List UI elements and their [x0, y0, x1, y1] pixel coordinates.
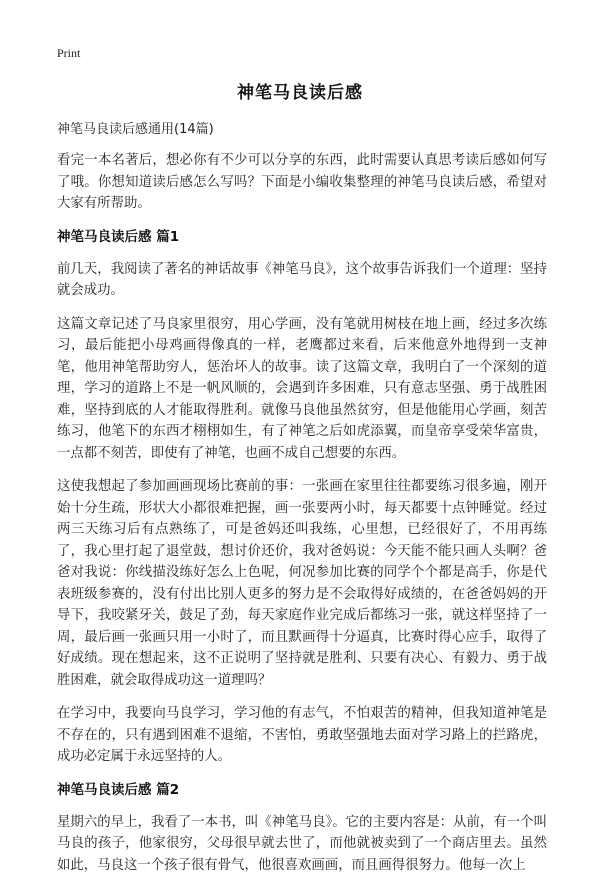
- section-1-paragraph-3: 这使我想起了参加画画现场比赛前的事：一张画在家里往往都要练习很多遍，刚开始十分生疏，形状大小都很难把握，画一张要两小时，每天都要十点钟睡觉。经过两三天练习后有点熟练了，可是爸妈还叫我练，心里想，已经很好了，不用再练了，我心里打起了退堂鼓，想讨价还价，我对爸妈说：今天能不能只画人头啊？爸爸对我说：你线描没练好怎么上色呢，何况参加比赛的同学个个都是高手，你是代表班级参赛的，没有付出比别人更多的努力是不会取得好成绩的，在爸爸妈妈的开导下，我咬紧牙关，鼓足了劲，每天家庭作业完成后都练习一张，就这样坚持了一周，最后画一张画只用一小时了，而且默画得十分逼真，比赛时得心应手，取得了好成绩。现在想起来，这不正说明了坚持就是胜利、只要有决心、有毅力、勇于战胜困难，就会取得成功这一道理吗？: [57, 479, 547, 688]
- page-title: 神笔马良读后感: [237, 83, 363, 103]
- intro-paragraph: 看完一本名著后，想必你有不少可以分享的东西，此时需要认真思考读后感如何写了哦。你想知道读后感怎么写吗？下面是小编收集整理的神笔马良读后感，希望对大家有所帮助。: [57, 153, 547, 211]
- section-2-paragraph-1: 星期六的早上，我看了一本书，叫《神笔马良》。它的主要内容是：从前，有一个叫马良的孩子，他家很穷，父母很早就去世了，而他就被卖到了一个商店里去。虽然如此，马良这一个孩子很有骨气，他很喜欢画画，而且画得很努力。他每一次上: [57, 814, 547, 873]
- section-1-paragraph-1: 前几天，我阅读了著名的神话故事《神笔马良》，这个故事告诉我们一个道理：坚持就会成功。: [57, 261, 547, 298]
- article-body: [57, 120, 547, 888]
- article-subtitle: 神笔马良读后感通用(14篇): [57, 122, 214, 137]
- section-1-paragraph-4: 在学习中，我要向马良学习，学习他的有志气，不怕艰苦的精神，但我知道神笔是不存在的，只有遇到困难不退缩，不害怕，勇敢坚强地去面对学习路上的拦路虎，成功必定属于永远坚持的人。: [57, 706, 547, 764]
- print-link[interactable]: Print: [57, 46, 81, 60]
- section-heading-1: 神笔马良读后感 篇1: [57, 228, 180, 245]
- section-1-paragraph-2: 这篇文章记述了马良家里很穷，用心学画，没有笔就用树枝在地上画，经过多次练习，最后能把小母鸡画得像真的一样，老鹰都过来看，后来他意外地得到一支神笔，他用神笔帮助穷人，惩治坏人的故事。读了这篇文章，我明白了一个深刻的道理，学习的道路上不是一帆风顺的，会遇到许多困难，只有意志坚强、勇于战胜困难，坚持到底的人才能取得胜利。就像马良他虽然贫穷，但是他能用心学画，刻苦练习，他笔下的东西才栩栩如生，有了神笔之后如虎添翼，而皇帝享受荣华富贵，一点都不刻苦，即使有了神笔，也画不成自己想要的东西。: [57, 316, 547, 461]
- section-heading-2: 神笔马良读后感 篇2: [57, 781, 180, 798]
